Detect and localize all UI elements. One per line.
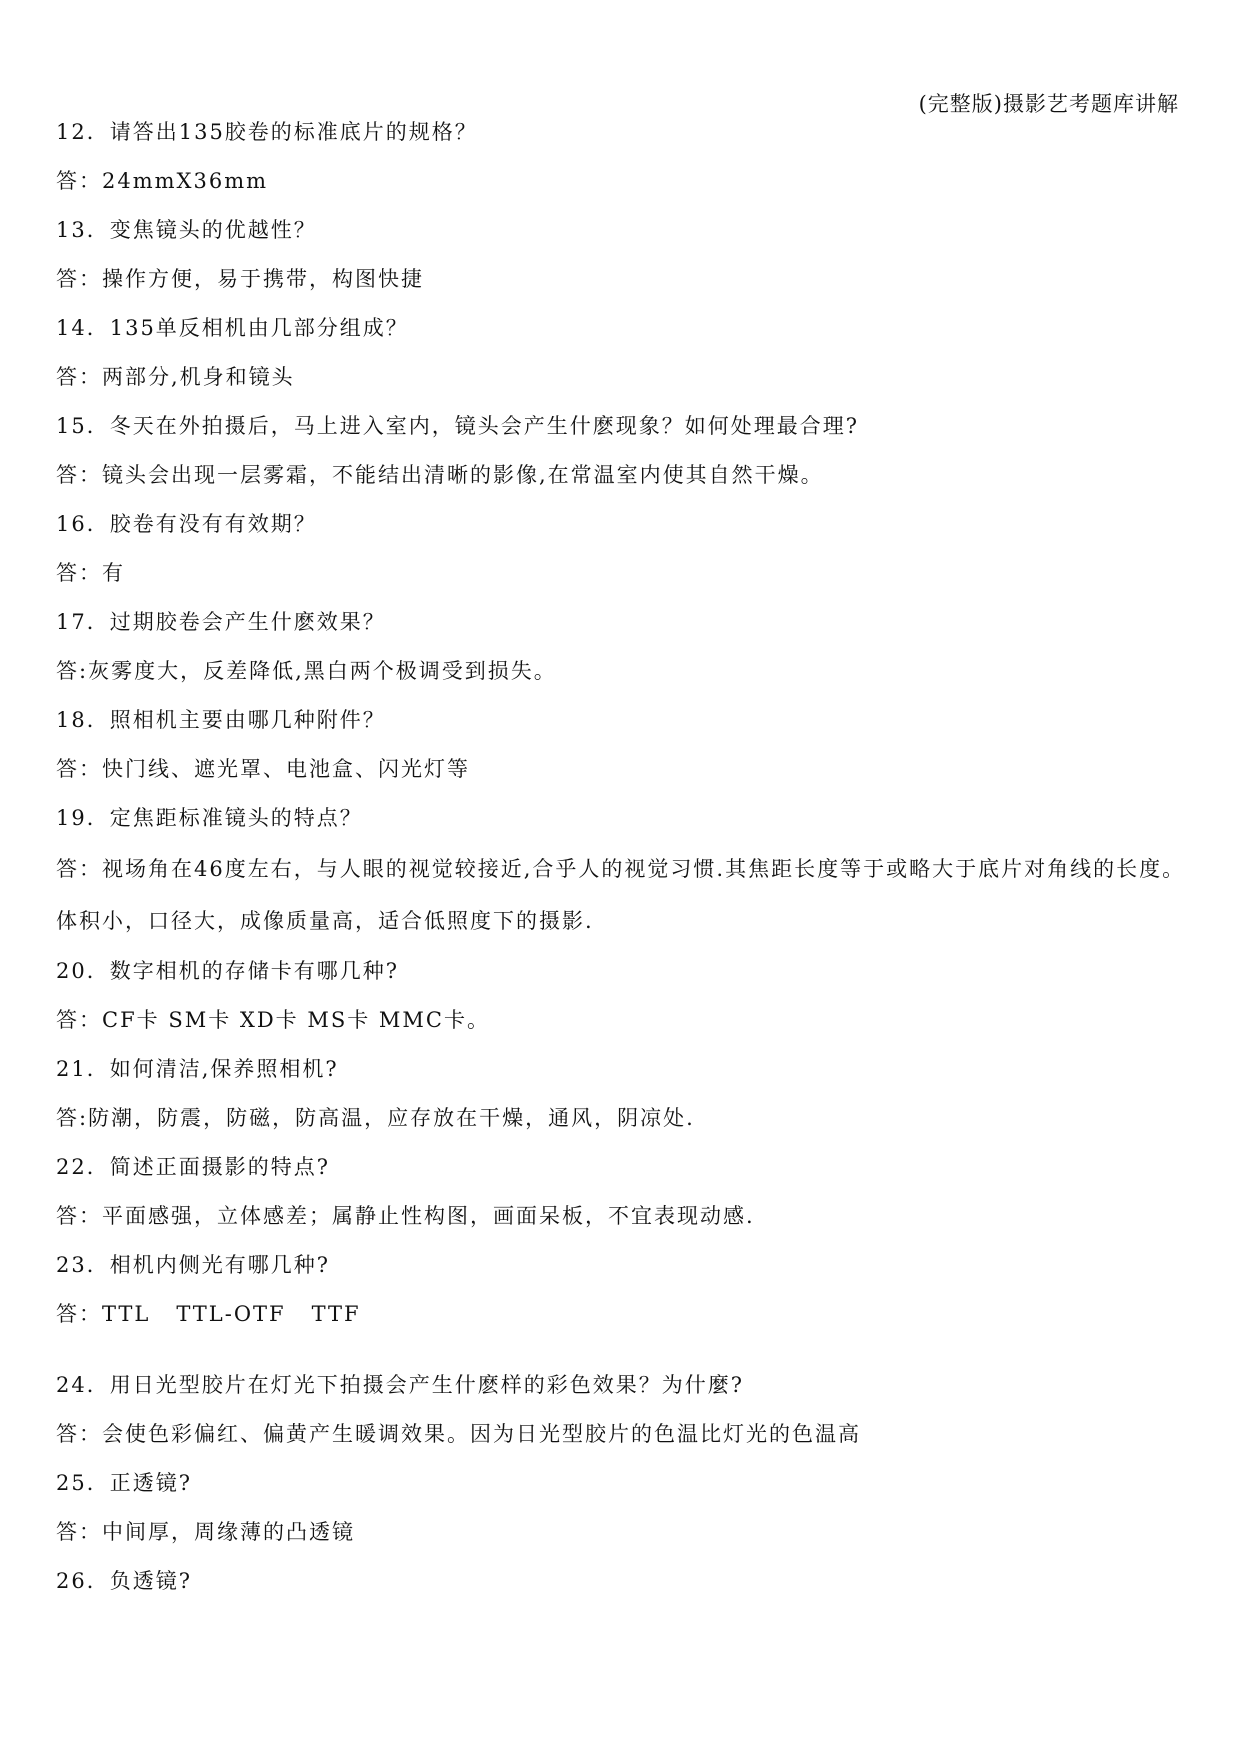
answer-16: 答：有 bbox=[56, 561, 125, 585]
answer-20: 答：CF卡 SM卡 XD卡 MS卡 MMC卡。 bbox=[56, 1008, 490, 1032]
answer-13: 答：操作方便，易于携带，构图快捷 bbox=[56, 267, 424, 291]
question-21: 21．如何清洁,保养照相机? bbox=[56, 1057, 339, 1081]
answer-12: 答：24mmX36mm bbox=[56, 169, 269, 193]
answer-15: 答：镜头会出现一层雾霜，不能结出清晰的影像,在常温室内使其自然干燥。 bbox=[56, 463, 824, 487]
question-20: 20．数字相机的存储卡有哪几种? bbox=[56, 959, 399, 983]
question-16: 16．胶卷有没有有效期？ bbox=[56, 512, 317, 536]
question-25: 25．正透镜? bbox=[56, 1471, 192, 1495]
section-spacer bbox=[56, 1339, 1186, 1361]
question-18: 18．照相机主要由哪几种附件？ bbox=[56, 708, 386, 732]
question-26: 26．负透镜? bbox=[56, 1569, 192, 1593]
question-12: 12．请答出135胶卷的标准底片的规格？ bbox=[56, 120, 478, 144]
answer-22: 答：平面感强，立体感差；属静止性构图，画面呆板，不宜表现动感. bbox=[56, 1204, 755, 1228]
question-13: 13．变焦镜头的优越性？ bbox=[56, 218, 317, 242]
qa-list bbox=[56, 108, 1186, 1606]
answer-23: 答：TTL TTL-OTF TTF bbox=[56, 1302, 361, 1326]
question-19: 19．定焦距标准镜头的特点？ bbox=[56, 806, 363, 830]
question-14: 14．135单反相机由几部分组成？ bbox=[56, 316, 409, 340]
question-17: 17．过期胶卷会产生什麽效果？ bbox=[56, 610, 386, 634]
question-24: 24．用日光型胶片在灯光下拍摄会产生什麽样的彩色效果？为什麼? bbox=[56, 1373, 744, 1397]
question-22: 22．简述正面摄影的特点? bbox=[56, 1155, 330, 1179]
answer-19: 答：视场角在46度左右，与人眼的视觉较接近,合乎人的视觉习惯.其焦距长度等于或略大于底片对角线的长度。体积小，口径大，成像质量高，适合低照度下的摄影. bbox=[56, 857, 1186, 933]
answer-17: 答:灰雾度大，反差降低,黑白两个极调受到损失。 bbox=[56, 659, 557, 683]
answer-18: 答：快门线、遮光罩、电池盒、闪光灯等 bbox=[56, 757, 470, 781]
answer-25: 答：中间厚，周缘薄的凸透镜 bbox=[56, 1520, 355, 1544]
question-23: 23．相机内侧光有哪几种? bbox=[56, 1253, 330, 1277]
question-15: 15．冬天在外拍摄后，马上进入室内，镜头会产生什麽现象？如何处理最合理? bbox=[56, 414, 859, 438]
answer-24: 答：会使色彩偏红、偏黄产生暖调效果。因为日光型胶片的色温比灯光的色温高 bbox=[56, 1422, 861, 1446]
answer-14: 答：两部分,机身和镜头 bbox=[56, 365, 295, 389]
page-header-title: (完整版)摄影艺考题库讲解 bbox=[918, 92, 1179, 116]
answer-21: 答:防潮，防震，防磁，防高温，应存放在干燥，通风，阴凉处. bbox=[56, 1106, 695, 1130]
